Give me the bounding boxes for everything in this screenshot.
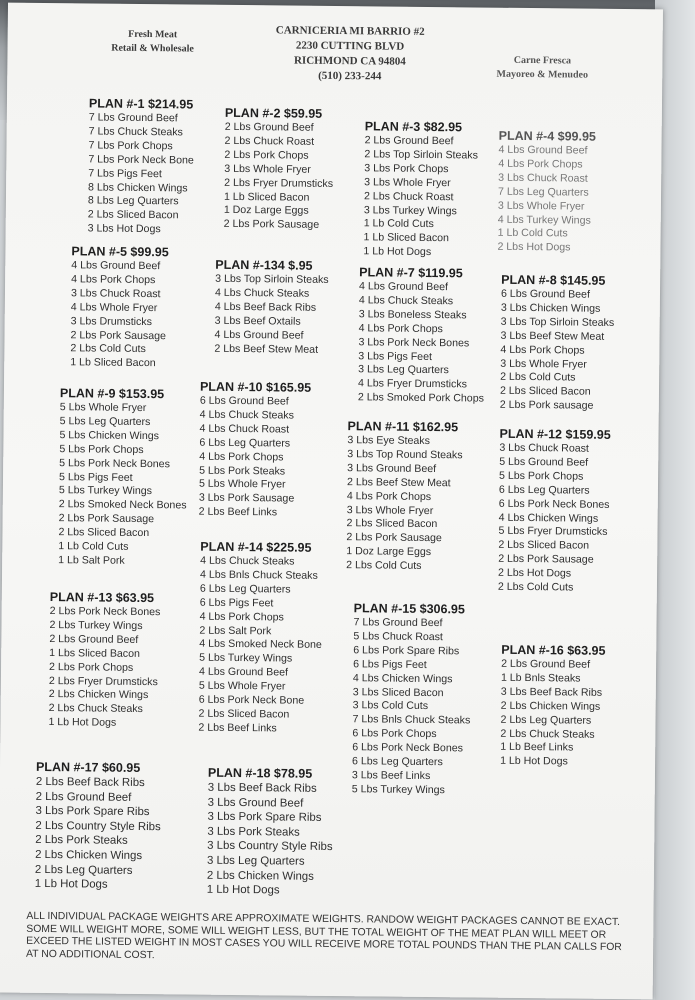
plan-item: 2 Lbs Pork Sausage — [70, 328, 167, 342]
plan-items — [58, 401, 188, 569]
plan-item: 4 Lbs Chuck Steaks — [358, 294, 454, 308]
plan-item: 2 Lbs Smoked Pork Chops — [357, 391, 484, 405]
plan-item: 5 Lbs Pork Chops — [59, 442, 144, 456]
plan-item: 6 Lbs Pigs Feet — [353, 657, 427, 671]
plan-15 — [352, 600, 472, 798]
plan-item: 6 Lbs Pigs Feet — [199, 596, 274, 610]
plan-item: 5 Lbs Chicken Wings — [59, 428, 160, 442]
plan-item: 7 Lbs Pork Neck Bone — [88, 153, 194, 167]
header-line: Fresh Meat — [128, 28, 178, 41]
plan-item: 6 Lbs Leg Quarters — [352, 755, 443, 769]
plan-2 — [224, 105, 334, 233]
plan-item: 3 Lbs Cold Cuts — [352, 699, 429, 713]
plan-item: 2 Lbs Pork sausage — [499, 398, 594, 412]
plan-item: 1 Lbs Sliced Bacon — [49, 646, 140, 660]
plan-3 — [363, 118, 478, 260]
plan-item: 1 Lb Cold Cuts — [497, 227, 568, 240]
plan-item: 1 Lb Sliced Bacon — [363, 231, 450, 245]
plan-items — [48, 605, 160, 731]
plan-item: 4 Lbs Beef Back Ribs — [214, 300, 317, 314]
plan-item: 6 Lbs Leg Quarters — [498, 483, 590, 497]
plan-item: 4 Lbs Pork Chops — [346, 489, 432, 503]
plan-16 — [500, 642, 606, 770]
plan-item: 1 Lb Bnls Steaks — [500, 671, 581, 685]
plan-item: 3 Lbs Whole Fryer — [497, 199, 585, 213]
plan-item: 5 Lbs Pork Steaks — [199, 464, 286, 478]
plan-item: 2 Lbs Sliced Bacon — [346, 517, 438, 531]
plan-5 — [70, 243, 169, 371]
plan-item: 3 Lbs Pork Sausage — [198, 491, 295, 505]
plan-134 — [214, 257, 329, 358]
plan-title: PLAN #-12 $159.95 — [499, 426, 611, 442]
plan-12 — [498, 426, 611, 596]
plan-items — [199, 395, 311, 521]
plan-items — [497, 144, 595, 256]
plan-items — [363, 134, 478, 260]
plan-item: 2 Lbs Beef Stew Meat — [214, 342, 319, 356]
plan-title: PLAN #-7 $119.95 — [359, 265, 463, 281]
plan-item: 2 Lbs Sliced Bacon — [198, 707, 290, 721]
plan-items — [198, 555, 322, 737]
plan-item: 4 Lbs Pork Chops — [498, 157, 583, 171]
plan-item: 3 Lbs Pork Spare Ribs — [207, 810, 322, 825]
plan-item: 2 Lbs Leg Quarters — [34, 863, 133, 877]
plan-title: PLAN #-17 $60.95 — [35, 759, 141, 775]
store-name: CARNICERIA MI BARRIO #2 — [275, 24, 425, 38]
plan-item: 2 Lbs Ground Beef — [49, 632, 139, 646]
plan-item: 2 Lbs Beef Back Ribs — [35, 775, 145, 790]
plan-item: 1 Lb Salt Pork — [58, 554, 125, 567]
plan-item: 3 Lbs Hot Dogs — [87, 222, 161, 236]
plan-item: 2 Lbs Ground Beef — [224, 120, 314, 134]
plan-item: 2 Lbs Chicken Wings — [500, 699, 601, 713]
plan-item: 1 Lb Hot Dogs — [48, 716, 117, 729]
plan-item: 3 Lbs Chuck Roast — [499, 441, 589, 455]
plan-item: 3 Lbs Pigs Feet — [358, 349, 433, 363]
plan-item: 2 Lbs Chuck Steaks — [500, 727, 595, 741]
plan-item: 6 Lbs Pork Spare Ribs — [353, 644, 460, 658]
plan-item: 4 Lbs Turkey Wings — [497, 213, 591, 227]
plan-item: 1 Lb Hot Dogs — [34, 878, 108, 891]
plan-item: 3 Lbs Whole Fryer — [224, 162, 311, 176]
plan-items — [358, 280, 485, 406]
plan-item: 6 Lbs Pork Neck Bones — [352, 741, 463, 755]
plan-items — [224, 121, 334, 233]
plan-item: 3 Lbs Beef Back Ribs — [207, 781, 317, 795]
plan-item: 3 Lbs Top Sirloin Steaks — [500, 315, 615, 329]
plan-item: 3 Lbs Leg Quarters — [206, 854, 305, 868]
plan-title: PLAN #-16 $63.95 — [501, 642, 606, 658]
plan-item: 6 Lbs Pork Neck Bones — [498, 497, 610, 511]
plan-item: 1 Lb Cold Cuts — [363, 217, 434, 231]
plan-13 — [48, 589, 160, 731]
plan-title: PLAN #-11 $162.95 — [347, 419, 459, 435]
plan-item: 5 Lbs Pigs Feet — [58, 470, 133, 484]
plan-item: 2 Lbs Sliced Bacon — [58, 526, 150, 540]
plan-item: 4 Lbs Ground Beef — [498, 143, 588, 157]
plan-item: 2 Lbs Beef Links — [198, 505, 278, 519]
plan-item: 2 Lbs Chuck Roast — [363, 189, 454, 203]
plan-10 — [199, 379, 312, 521]
plan-item: 2 Lbs Top Sirloin Steaks — [364, 148, 478, 162]
plan-item: 2 Lbs Pork Steaks — [35, 834, 128, 848]
plan-item: 3 Lbs Turkey Wings — [363, 203, 457, 217]
plan-item: 3 Lbs Beef Back Ribs — [500, 685, 603, 699]
plan-item: 6 Lbs Leg Quarters — [199, 436, 291, 450]
plan-item: 3 Lbs Sliced Bacon — [352, 685, 444, 699]
plan-item: 4 Lbs Pork Chops — [500, 343, 585, 357]
plan-item: 2 Lbs Sliced Bacon — [498, 539, 590, 553]
weight-disclaimer: ALL INDIVIDUAL PACKAGE WEIGHTS ARE APPROXIMATE WEIGHTS. RANDOW WEIGHT PACKAGES CANNOT BE EXACT. SOME WILL WEIGHT MORE, SOME WILL WEIGHT LESS, BUT THE TOTAL WEIGHT OF THE MEAT PLAN WILL MEET OR EXCEED THE LISTED WEIGHT IN MOST CASES YOU WILL RECEIVE MORE TOTAL POUNDS THAN THE PLAN CALLS FOR AT NO ADDITIONAL COST. — [25, 910, 622, 961]
plan-item: 4 Lbs Pork Chops — [358, 321, 443, 335]
plan-title: PLAN #-1 $214.95 — [88, 96, 194, 112]
plan-item: 2 Lbs Beef Stew Meat — [346, 475, 451, 489]
plan-item: 7 Lbs Pork Chops — [88, 139, 173, 153]
plan-item: 2 Lbs Cold Cuts — [497, 580, 574, 594]
plan-item: 5 Lbs Turkey Wings — [199, 651, 293, 665]
plan-title: PLAN #-3 $82.95 — [364, 119, 463, 135]
store-street: 2230 CUTTING BLVD — [295, 39, 405, 53]
plan-item: 2 Lbs Chicken Wings — [35, 848, 143, 862]
plan-items — [70, 259, 168, 371]
plan-item: 5 Lbs Pork Chops — [499, 469, 584, 483]
plan-9 — [58, 385, 188, 569]
plan-item: 2 Lbs Fryer Drumsticks — [224, 176, 334, 190]
plan-item: 7 Lbs Bnls Chuck Steaks — [352, 713, 471, 727]
plan-title: PLAN #-2 $59.95 — [224, 105, 323, 121]
plan-item: 2 Lbs Hot Dogs — [498, 566, 572, 580]
plan-item: 2 Lbs Cold Cuts — [70, 342, 146, 356]
plan-item: 3 Lbs Top Round Steaks — [347, 448, 463, 462]
plan-item: 2 Lbs Chuck Roast — [224, 134, 315, 148]
plan-item: 3 Lbs Pork Steaks — [207, 825, 300, 839]
plan-item: 7 Lbs Chuck Steaks — [88, 125, 183, 139]
plan-11 — [346, 418, 463, 574]
plan-title: PLAN #-4 $99.95 — [498, 128, 596, 144]
plan-item: 4 Lbs Bnls Chuck Steaks — [199, 568, 318, 582]
plan-item: 3 Lbs Ground Beef — [347, 461, 437, 475]
plan-item: 6 Lbs Ground Beef — [199, 394, 289, 408]
plan-item: 3 Lbs Leg Quarters — [358, 363, 449, 377]
plan-item: 1 Lb Sliced Bacon — [223, 190, 310, 204]
plan-item: 6 Lbs Ground Beef — [500, 287, 590, 301]
plan-title: PLAN #-134 $.95 — [215, 257, 313, 273]
header-right — [457, 53, 627, 83]
header-line: Carne Fresca — [513, 54, 572, 67]
plan-item: 2 Lbs Leg Quarters — [500, 713, 592, 727]
plan-title: PLAN #-9 $153.95 — [59, 386, 165, 402]
plan-items — [352, 616, 472, 798]
plan-item: 2 Lbs Pork Chops — [224, 148, 309, 162]
plan-item: 3 Lbs Chicken Wings — [500, 301, 601, 315]
plan-item: 4 Lbs Ground Beef — [359, 280, 449, 294]
plan-item: 4 Lbs Chuck Roast — [199, 422, 290, 436]
plan-item: 2 Lbs Pork Sausage — [58, 512, 155, 526]
plan-item: 7 Lbs Ground Beef — [353, 616, 443, 630]
plan-item: 8 Lbs Chicken Wings — [88, 180, 188, 194]
plan-item: 1 Lb Cold Cuts — [58, 540, 129, 553]
plan-item: 1 Lb Hot Dogs — [363, 245, 432, 259]
plan-item: 3 Lbs Beef Links — [351, 769, 431, 783]
plan-item: 5 Lbs Whole Fryer — [59, 401, 147, 415]
plan-item: 4 Lbs Ground Beef — [198, 665, 289, 679]
plan-item: 5 Lbs Turkey Wings — [58, 484, 152, 498]
plan-item: 2 Lbs Pork Sausage — [346, 531, 442, 545]
plan-item: 7 Lbs Ground Beef — [88, 111, 178, 125]
plan-item: 2 Lbs Ground Beef — [364, 134, 454, 148]
plan-item: 4 Lbs Fryer Drumsticks — [357, 377, 468, 391]
plan-item: 4 Lbs Chicken Wings — [352, 671, 453, 685]
plan-title: PLAN #-5 $99.95 — [71, 244, 169, 260]
plan-item: 3 Lbs Whole Fryer — [346, 503, 434, 517]
plan-item: 2 Lbs Country Style Ribs — [35, 819, 161, 833]
plan-item: 3 Lbs Pork Chops — [364, 162, 449, 176]
plan-8 — [500, 272, 615, 414]
plan-item: 6 Lbs Leg Quarters — [199, 582, 291, 596]
plan-item: 5 Lbs Chuck Roast — [353, 630, 443, 644]
plan-item: 5 Lbs Ground Beef — [499, 455, 589, 469]
plan-item: 4 Lbs Ground Beef — [71, 259, 161, 273]
plan-item: 3 Lbs Beef Stew Meat — [500, 329, 605, 343]
plan-item: 2 Lbs Turkey Wings — [49, 618, 143, 632]
plan-1 — [88, 95, 195, 237]
plan-items — [214, 273, 328, 358]
plan-item: 2 Lbs Chicken Wings — [48, 688, 149, 702]
plan-item: 6 Lbs Pork Neck Bone — [198, 693, 305, 707]
plan-item: 3 Lbs Country Style Ribs — [207, 840, 333, 854]
plan-item: 4 Lbs Pork Chops — [199, 610, 284, 624]
plan-item: 2 Lbs Ground Beef — [501, 657, 591, 671]
plan-item: 2 Lbs Smoked Neck Bones — [58, 498, 187, 512]
plan-item: 7 Lbs Leg Quarters — [498, 185, 589, 199]
plan-item: 8 Lbs Leg Quarters — [87, 194, 179, 208]
plan-item: 3 Lbs Ground Beef — [207, 796, 304, 810]
plan-title: PLAN #-8 $145.95 — [501, 272, 606, 288]
plan-item: 5 Lbs Turkey Wings — [351, 783, 445, 797]
plan-4 — [497, 128, 596, 256]
plan-items — [207, 781, 334, 899]
plan-item: 2 Lbs Cold Cuts — [346, 559, 422, 573]
plan-item: 1 Lb Hot Dogs — [500, 755, 568, 768]
plan-item: 2 Lbs Beef Links — [198, 721, 277, 735]
plan-item: 2 Lbs Pork Chops — [49, 660, 134, 674]
plan-items — [346, 434, 463, 574]
plan-item: 2 Lbs Sliced Bacon — [87, 208, 179, 222]
plan-item: 2 Lbs Pork Neck Bones — [49, 605, 161, 619]
plan-items — [500, 658, 605, 770]
plan-item: 3 Lbs Chuck Roast — [498, 171, 588, 185]
plan-item: 2 Lbs Chicken Wings — [206, 869, 314, 883]
plan-item: 3 Lbs Pork Neck Bones — [358, 335, 470, 350]
plan-item: 4 Lbs Chuck Steaks — [214, 286, 310, 300]
plan-items — [88, 111, 195, 237]
plan-title: PLAN #-13 $63.95 — [49, 590, 155, 606]
meat-plan-flyer — [0, 3, 663, 1000]
plan-item: 5 Lbs Whole Fryer — [198, 679, 286, 693]
plan-14 — [198, 539, 323, 737]
plan-item: 4 Lbs Ground Beef — [214, 328, 304, 342]
plan-item: 2 Lbs Hot Dogs — [497, 241, 571, 254]
header-center — [262, 23, 438, 85]
plan-item: 5 Lbs Whole Fryer — [198, 478, 286, 491]
plan-7 — [358, 264, 485, 406]
plan-item: 2 Lbs Fryer Drumsticks — [48, 674, 158, 688]
plan-item: 2 Lbs Pork Sausage — [498, 552, 594, 566]
plan-item: 4 Lbs Chicken Wings — [498, 511, 599, 525]
plan-item: 3 Lbs Whole Fryer — [500, 357, 587, 371]
plan-item: 2 Lbs Sliced Bacon — [499, 385, 591, 399]
plan-item: 4 Lbs Pork Chops — [71, 273, 156, 287]
plan-items — [35, 775, 162, 893]
plan-item: 2 Lbs Cold Cuts — [500, 371, 576, 384]
header-line: Mayoreo & Menudeo — [496, 68, 589, 81]
plan-18 — [207, 765, 334, 899]
store-city: RICHMOND CA 94804 — [293, 54, 406, 68]
plan-item: 1 Lb Hot Dogs — [206, 883, 280, 897]
plan-item: 3 Lbs Whole Fryer — [364, 176, 451, 189]
plan-17 — [35, 759, 162, 893]
plan-item: 2 Lbs Ground Beef — [35, 790, 132, 804]
plan-item: 3 Lbs Chuck Roast — [70, 287, 161, 300]
plan-item: 4 Lbs Chuck Steaks — [200, 554, 295, 568]
plan-items — [500, 288, 615, 414]
plan-item: 3 Lbs Boneless Steaks — [358, 308, 467, 322]
store-phone: (510) 233-244 — [318, 69, 382, 83]
plan-item: 1 Lb Beef Links — [500, 741, 574, 754]
plan-item: 3 Lbs Top Sirloin Steaks — [215, 272, 329, 286]
plan-item: 5 Lbs Fryer Drumsticks — [498, 525, 608, 539]
header-line: Retail & Wholesale — [111, 42, 194, 55]
plan-item: 5 Lbs Pork Neck Bones — [59, 456, 170, 470]
plan-items — [498, 442, 611, 596]
plan-item: 4 Lbs Pork Chops — [199, 450, 284, 464]
header-left — [67, 27, 237, 57]
plan-item: 3 Lbs Pork Spare Ribs — [35, 805, 150, 819]
plan-item: 7 Lbs Pigs Feet — [88, 167, 162, 180]
plan-title: PLAN #-15 $306.95 — [353, 601, 465, 617]
plan-item: 4 Lbs Chuck Steaks — [199, 408, 294, 422]
plan-item: 2 Lbs Pork Sausage — [223, 218, 320, 232]
plan-title: PLAN #-14 $225.95 — [200, 539, 312, 555]
plan-item: 4 Lbs Whole Fryer — [70, 300, 158, 314]
plan-item: 2 Lbs Chuck Steaks — [48, 702, 143, 716]
plan-item: 5 Lbs Leg Quarters — [59, 415, 151, 428]
plan-item: 1 Doz Large Eggs — [223, 204, 309, 218]
plan-item: 4 Lbs Smoked Neck Bone — [199, 638, 322, 652]
plan-item: 6 Lbs Pork Chops — [352, 727, 437, 741]
plan-title: PLAN #-10 $165.95 — [199, 379, 312, 395]
plan-item: 1 Lb Sliced Bacon — [70, 356, 156, 370]
plan-title: PLAN #-18 $78.95 — [207, 765, 313, 781]
plan-item: 3 Lbs Beef Oxtails — [214, 314, 301, 328]
plan-item: 2 Lbs Salt Pork — [199, 624, 272, 637]
plan-item: 3 Lbs Drumsticks — [70, 314, 152, 328]
plan-item: 3 Lbs Eye Steaks — [347, 434, 430, 448]
plan-item: 1 Doz Large Eggs — [346, 545, 432, 559]
